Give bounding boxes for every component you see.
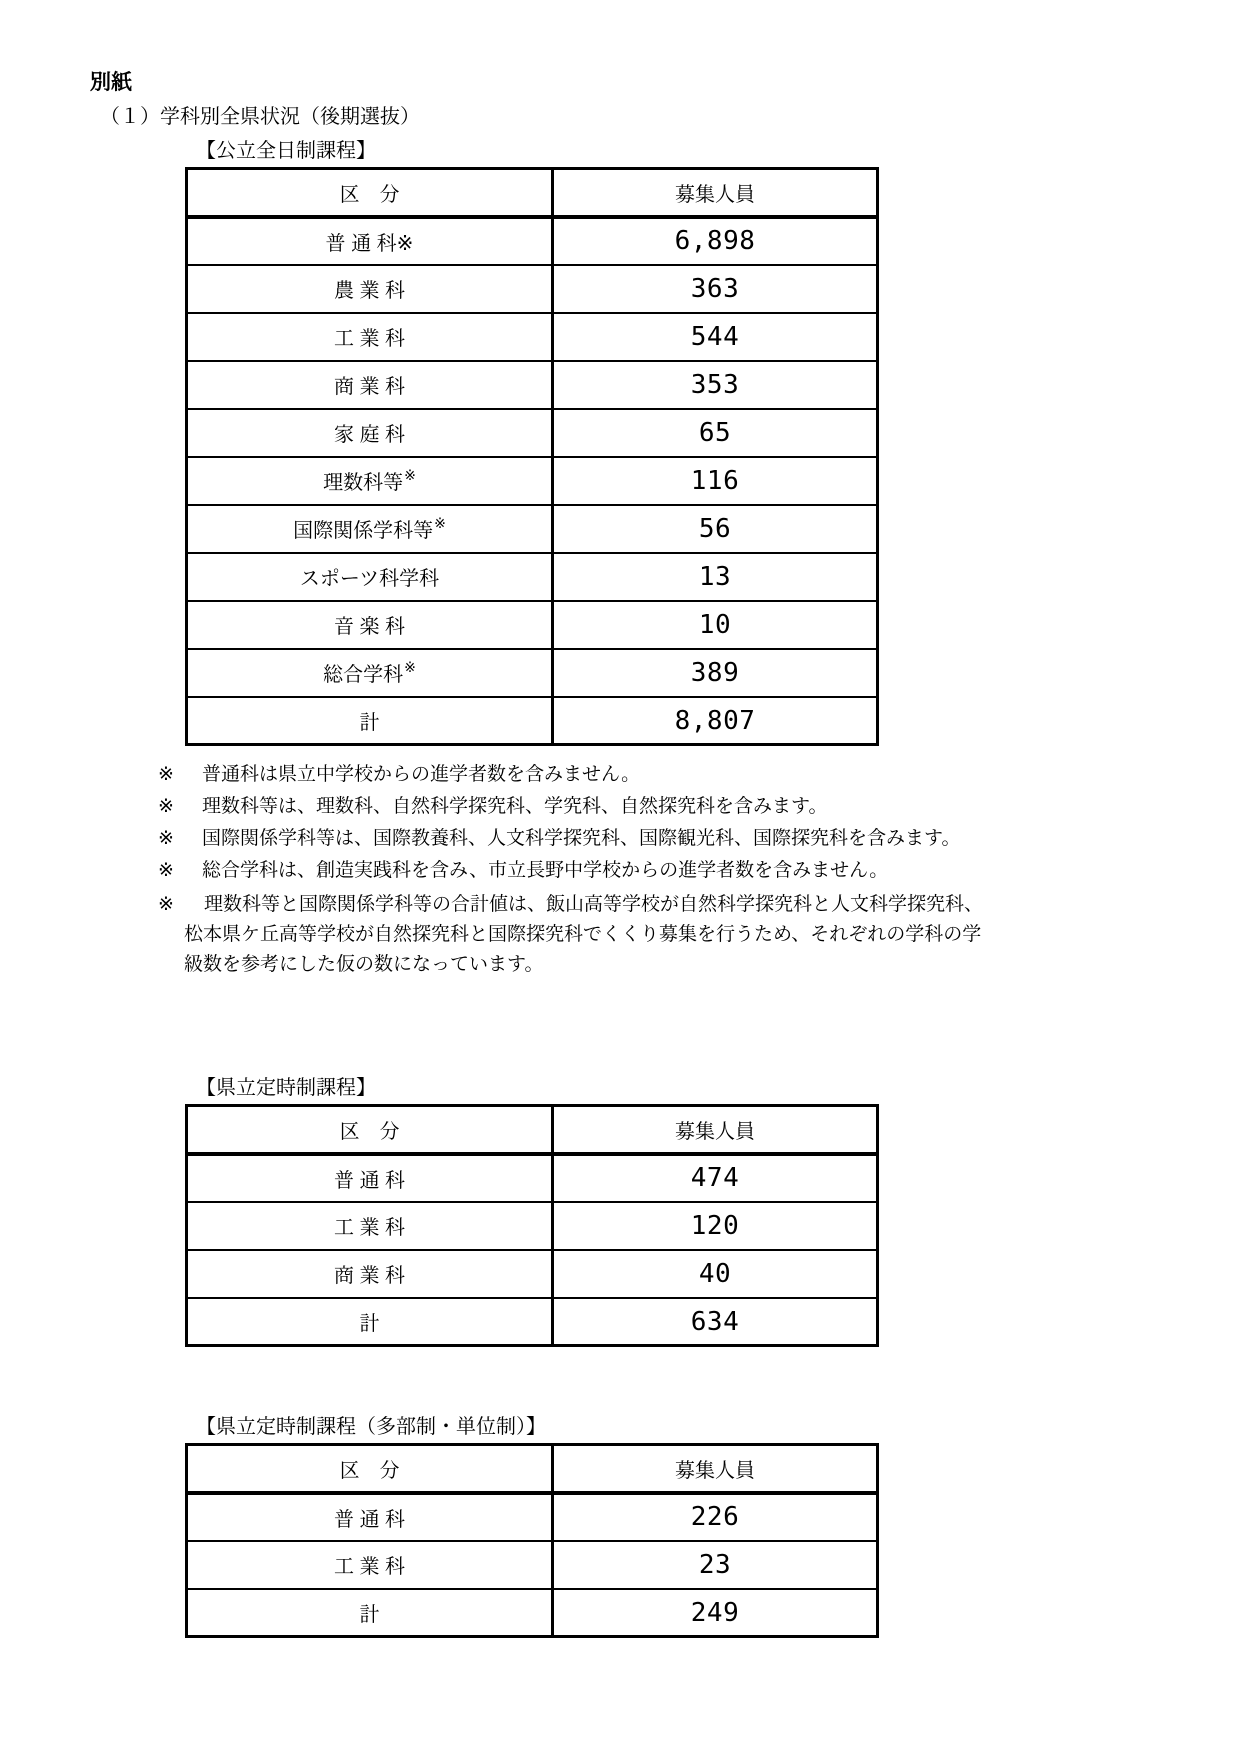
row-value: 226	[553, 1493, 878, 1541]
note-text: 国際関係学科等は、国際教養科、人文科学探究科、国際観光科、国際探究科を含みます。	[202, 828, 961, 850]
row-label: 普 通 科	[187, 1493, 553, 1541]
total-row	[187, 1298, 878, 1346]
row-label: 工 業 科	[187, 1541, 553, 1589]
row-value: 249	[553, 1589, 878, 1637]
row-value: 544	[553, 313, 878, 361]
table-title-prefectural-parttime: 【県立定時制課程】	[196, 1077, 376, 1100]
row-label: 商 業 科	[187, 1250, 553, 1298]
table-row	[187, 313, 878, 361]
row-label: 音 楽 科	[187, 601, 553, 649]
row-value: 363	[553, 265, 878, 313]
note-item	[158, 855, 1240, 887]
row-label: 商 業 科	[187, 361, 553, 409]
column-header-boshu-jinin: 募集人員	[553, 1445, 878, 1493]
row-value: 353	[553, 361, 878, 409]
table-row	[187, 457, 878, 505]
row-value: 8,807	[553, 697, 878, 745]
table-public-fulltime	[185, 167, 879, 746]
row-label: 工 業 科	[187, 313, 553, 361]
note-item	[158, 759, 1240, 791]
note-reference-mark: ※	[404, 659, 416, 676]
row-label: 家 庭 科	[187, 409, 553, 457]
table-row	[187, 1250, 878, 1298]
row-label: 理数科等※	[187, 457, 553, 505]
row-value: 634	[553, 1298, 878, 1346]
row-label: 計	[187, 1589, 553, 1637]
row-label: 普 通 科	[187, 1154, 553, 1202]
column-header-boshu-jinin: 募集人員	[553, 1106, 878, 1154]
table-row	[187, 601, 878, 649]
row-label: 総合学科※	[187, 649, 553, 697]
row-value: 40	[553, 1250, 878, 1298]
row-label: 国際関係学科等※	[187, 505, 553, 553]
table-row	[187, 649, 878, 697]
note-mark: ※	[158, 796, 174, 818]
note-item	[158, 890, 1240, 980]
row-value: 56	[553, 505, 878, 553]
table-row	[187, 265, 878, 313]
total-row	[187, 697, 878, 745]
attachment-label: 別紙	[90, 71, 132, 94]
note-text: 総合学科は、創造実践科を含み、市立長野中学校からの進学者数を含みません。	[202, 860, 889, 882]
row-value: 389	[553, 649, 878, 697]
table-row	[187, 1493, 878, 1541]
note-mark: ※	[158, 894, 174, 916]
row-value: 65	[553, 409, 878, 457]
row-value: 23	[553, 1541, 878, 1589]
note-text: 理数科等と国際関係学科等の合計値は、飯山高等学校が自然科学探究科と人文科学探究科、松本県ケ丘高等学校が自然探究科と国際探究科でくくり募集を行うため、それぞれの学科の学級数を参考にした仮の数になっています。	[184, 894, 984, 976]
note-text: 普通科は県立中学校からの進学者数を含みません。	[202, 764, 641, 786]
column-header-kubun: 区 分	[187, 1106, 553, 1154]
row-label: 計	[187, 697, 553, 745]
column-header-kubun: 区 分	[187, 1445, 553, 1493]
table-row	[187, 217, 878, 265]
note-text: 理数科等は、理数科、自然科学探究科、学究科、自然探究科を含みます。	[202, 796, 828, 818]
row-label: 計	[187, 1298, 553, 1346]
page-heading: （１）学科別全県状況（後期選抜）	[100, 106, 420, 129]
row-value: 13	[553, 553, 878, 601]
table-prefectural-parttime-multi	[185, 1443, 879, 1638]
row-label: スポーツ科学科	[187, 553, 553, 601]
header-row	[187, 1445, 878, 1493]
column-header-kubun: 区 分	[187, 169, 553, 217]
note-mark: ※	[158, 764, 174, 786]
note-reference-mark: ※	[434, 515, 446, 532]
table-prefectural-parttime	[185, 1104, 879, 1347]
table-title-prefectural-parttime-multi: 【県立定時制課程（多部制・単位制）】	[196, 1416, 546, 1439]
row-value: 6,898	[553, 217, 878, 265]
table-row	[187, 361, 878, 409]
note-mark: ※	[158, 860, 174, 882]
table-row	[187, 1202, 878, 1250]
header-row	[187, 1106, 878, 1154]
note-reference-mark: ※	[396, 232, 414, 255]
row-value: 116	[553, 457, 878, 505]
table-row	[187, 553, 878, 601]
header-row	[187, 169, 878, 217]
row-value: 120	[553, 1202, 878, 1250]
table-row	[187, 1541, 878, 1589]
notes-list	[158, 759, 1240, 980]
row-label: 工 業 科	[187, 1202, 553, 1250]
row-value: 474	[553, 1154, 878, 1202]
note-reference-mark: ※	[404, 467, 416, 484]
note-item	[158, 823, 1240, 855]
table-row	[187, 1154, 878, 1202]
table-row	[187, 409, 878, 457]
table-title-public-fulltime: 【公立全日制課程】	[196, 140, 376, 163]
table-row	[187, 505, 878, 553]
note-mark: ※	[158, 828, 174, 850]
row-value: 10	[553, 601, 878, 649]
row-label: 農 業 科	[187, 265, 553, 313]
note-item	[158, 791, 1240, 823]
column-header-boshu-jinin: 募集人員	[553, 169, 878, 217]
row-label: 普 通 科※	[187, 217, 553, 265]
total-row	[187, 1589, 878, 1637]
